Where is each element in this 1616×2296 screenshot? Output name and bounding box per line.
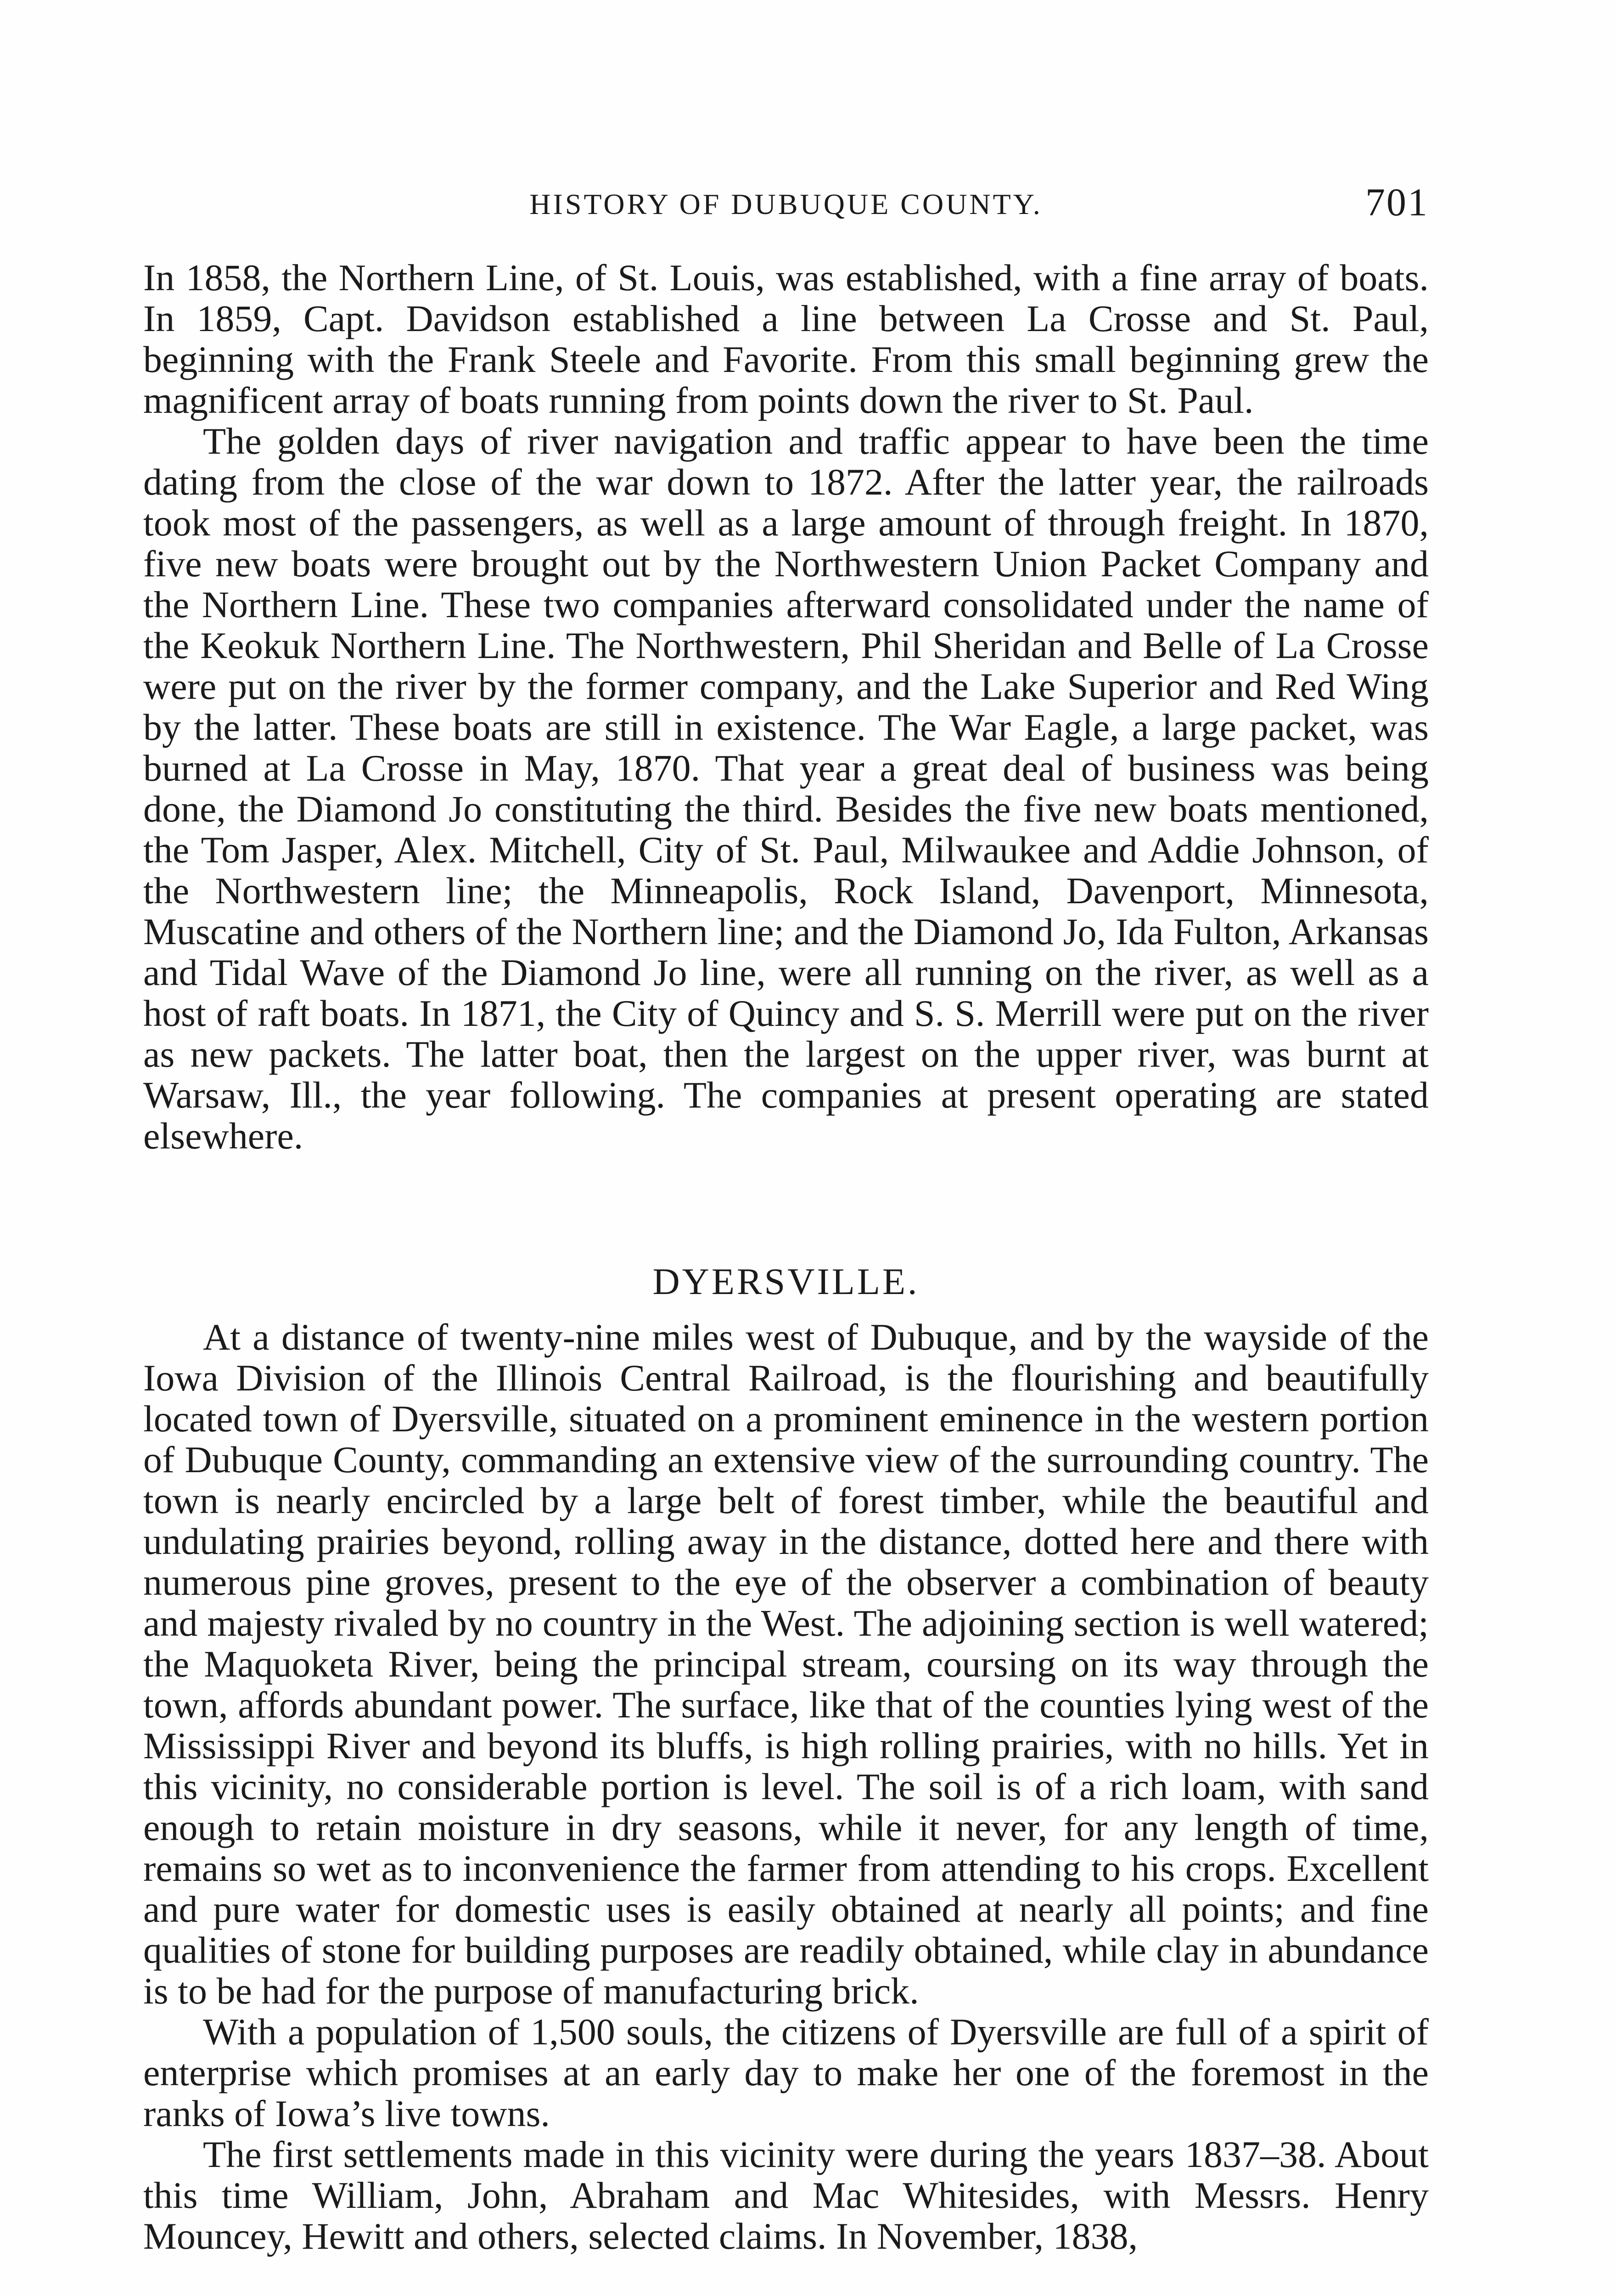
running-title: HISTORY OF DUBUQUE COUNTY. <box>529 188 1043 220</box>
paragraph-dyersville-description: At a distance of twenty-nine miles west of Dubuque, and by the wayside of the Iowa Division of the Illinois Central Railroad, is the flourishing and beautifully located town of Dyersville, situated on a prominent eminence in the western portion of Dubuque County, commanding an extensive view of the surrounding country. The town is nearly encircled by a large belt of forest timber, while the beautiful and undulating prairies beyond, rolling away in the distance, dotted here and there with numerous pine groves, present to the eye of the observer a combination of beauty and majesty rivaled by no country in the West. The adjoining section is well watered; the Maquoketa River, being the principal stream, coursing on its way through the town, affords abundant power. The surface, like that of the counties lying west of the Mississippi River and beyond its bluffs, is high rolling prairies, with no hills. Yet in this vicinity, no considerable portion is level. The soil is of a rich loam, with sand enough to retain moisture in dry seasons, while it never, for any length of time, remains so wet as to inconvenience the farmer from attending to his crops. Excellent and pure water for domestic uses is easily obtained at nearly all points; and fine qualities of stone for building purposes are readily obtained, while clay in abundance is to be had for the purpose of manufacturing brick. <box>143 1316 1429 2012</box>
paragraph-first-settlements: The first settlements made in this vicinity were during the years 1837–38. About this time William, John, Abraham and Mac Whitesides, with Messrs. Henry Mouncey, Hewitt and others, selected claims. In November, 1838, <box>143 2133 1429 2257</box>
page-number: 701 <box>1365 180 1429 224</box>
section-heading: DYERSVILLE. <box>652 1261 920 1302</box>
paragraph-golden-days: The golden days of river navigation and traffic appear to have been the time dating from the close of the war down to 1872. After the latter year, the railroads took most of the passengers, as well as a large amount of through freight. In 1870, five new boats were brought out by the Northwestern Union Packet Company and the Northern Line. These two companies afterward consolidated under the name of the Keokuk Northern Line. The Northwestern, Phil Sheridan and Belle of La Crosse were put on the river by the former company, and the Lake Superior and Red Wing by the latter. These boats are still in existence. The War Eagle, a large packet, was burned at La Crosse in May, 1870. That year a great deal of business was being done, the Diamond Jo constituting the third. Besides the five new boats mentioned, the Tom Jasper, Alex. Mitchell, City of St. Paul, Milwaukee and Addie Johnson, of the Northwestern line; the Minneapolis, Rock Island, Davenport, Minnesota, Muscatine and others of the Northern line; and the Diamond Jo, Ida Fulton, Arkansas and Tidal Wave of the Diamond Jo line, were all running on the river, as well as a host of raft boats. In 1871, the City of Quincy and S. S. Merrill were put on the river as new packets. The latter boat, then the largest on the upper river, was burnt at Warsaw, Ill., the year following. The companies at present operating are stated elsewhere. <box>143 420 1429 1157</box>
page-header <box>143 179 1429 230</box>
body-text <box>143 257 1429 2257</box>
paragraph-northern-line: In 1858, the Northern Line, of St. Louis, was established, with a fine array of boats. In 1859, Capt. Davidson established a line between La Crosse and St. Paul, beginning with the Frank Steele and Favorite. From this small beginning grew the magnificent array of boats running from points down the river to St. Paul. <box>143 257 1429 421</box>
paragraph-population: With a population of 1,500 souls, the citizens of Dyersville are full of a spirit of enterprise which promises at an early day to make her one of the foremost in the ranks of Iowa’s live towns. <box>143 2011 1429 2134</box>
